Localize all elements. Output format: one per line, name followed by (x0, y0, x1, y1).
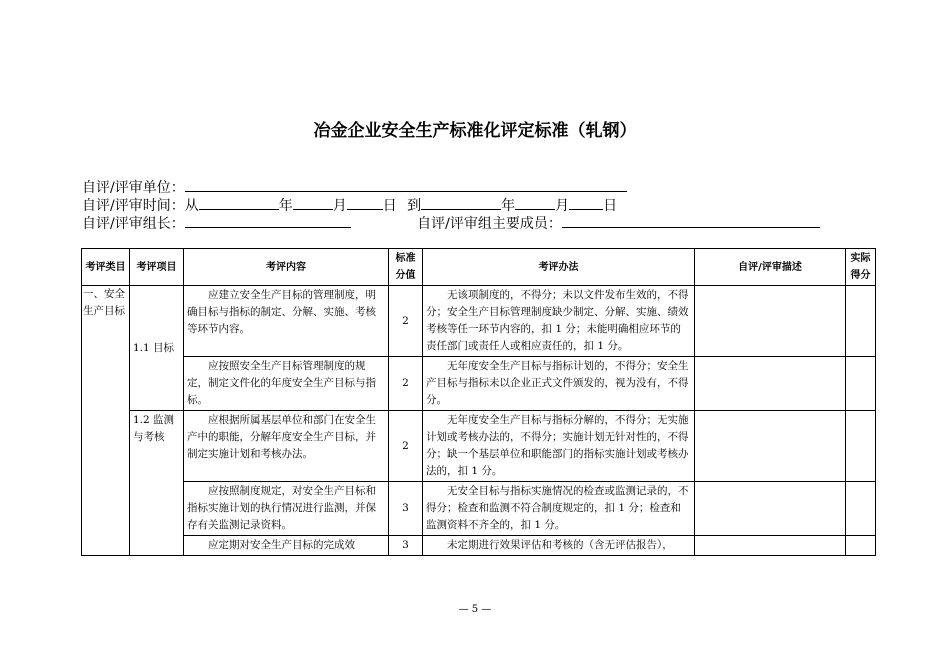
actual-score-cell[interactable] (846, 286, 876, 357)
method-cell: 无年度安全生产目标与指标计划的，不得分；安全生产目标与指标未以企业正式文件颁发的，视为没有，不得分。 (423, 357, 695, 411)
members-label: 自评/评审组主要成员： (417, 216, 562, 232)
table-row (82, 536, 876, 556)
description-cell[interactable] (695, 411, 846, 482)
description-cell[interactable] (695, 286, 846, 357)
info-leader-line (82, 214, 820, 233)
page-number: — 5 — (458, 604, 492, 615)
header-method: 考评办法 (423, 249, 695, 286)
content-cell: 应建立安全生产目标的管理制度，明确目标与指标的制定、分解、实施、考核等环节内容。 (184, 286, 389, 357)
description-cell[interactable] (695, 482, 846, 536)
header-content: 考评内容 (184, 249, 389, 286)
leader-blank[interactable] (185, 214, 351, 228)
unit-blank[interactable] (185, 178, 627, 192)
actual-score-cell[interactable] (846, 482, 876, 536)
document-title: 冶金企业安全生产标准化评定标准（轧钢） (313, 121, 637, 141)
content-cell: 应按照制度规定，对安全生产目标和指标实施计划的执行情况进行监测，并保存有关监测记录资料。 (184, 482, 389, 536)
info-time-line (82, 196, 617, 215)
header-description: 自评/评审描述 (695, 249, 846, 286)
header-score: 标准分值 (389, 249, 423, 286)
to-day-blank[interactable] (569, 196, 603, 210)
unit-label: 自评/评审单位： (82, 180, 185, 196)
table-row (82, 357, 876, 411)
table-row (82, 286, 876, 357)
category-cell: 一、安全生产目标 (82, 286, 130, 556)
to-month-blank[interactable] (515, 196, 555, 210)
header-item: 考评项目 (130, 249, 184, 286)
day-label: 日 (382, 198, 397, 214)
from-month-blank[interactable] (293, 196, 333, 210)
score-cell: 3 (389, 482, 423, 536)
actual-score-cell[interactable] (846, 536, 876, 556)
table-header-row (82, 249, 876, 286)
month-label: 月 (332, 198, 347, 214)
description-cell[interactable] (695, 357, 846, 411)
day-label-2: 日 (603, 198, 618, 214)
score-cell: 3 (389, 536, 423, 556)
method-cell: 无年度安全生产目标与指标分解的，不得分；无实施计划或考核办法的，不得分；实施计划无针对性的，不得分；缺一个基层单位和职能部门的指标实施计划或考核办法的，扣 1 分。 (423, 411, 695, 482)
year-label: 年 (278, 198, 293, 214)
header-category: 考评类目 (82, 249, 130, 286)
item-cell: 1.1 目标 (130, 286, 184, 411)
evaluation-table (81, 248, 876, 556)
leader-label: 自评/评审组长： (82, 216, 185, 232)
to-year-blank[interactable] (421, 196, 501, 210)
actual-score-cell[interactable] (846, 411, 876, 482)
method-cell: 无该项制度的，不得分；未以文件发布生效的，不得分；安全生产目标管理制度缺少制定、分解、实施、绩效考核等任一环节内容的，扣 1 分；未能明确相应环节的责任部门或责任人或相应责任的，扣 1 分。 (423, 286, 695, 357)
table-row (82, 482, 876, 536)
to-label: 到 (407, 198, 422, 214)
score-cell: 2 (389, 286, 423, 357)
item-cell: 1.2 监测与考核 (130, 411, 184, 556)
method-cell: 无安全目标与指标实施情况的检查或监测记录的，不得分；检查和监测不符合制度规定的，扣 1 分；检查和监测资料不齐全的，扣 1 分。 (423, 482, 695, 536)
content-cell: 应定期对安全生产目标的完成效 (184, 536, 389, 556)
header-actual-score: 实际得分 (846, 249, 876, 286)
members-blank[interactable] (562, 214, 820, 228)
content-cell: 应按照安全生产目标管理制度的规定，制定文件化的年度安全生产目标与指标。 (184, 357, 389, 411)
actual-score-cell[interactable] (846, 357, 876, 411)
from-year-blank[interactable] (199, 196, 279, 210)
from-day-blank[interactable] (347, 196, 383, 210)
description-cell[interactable] (695, 536, 846, 556)
content-cell: 应根据所属基层单位和部门在安全生产中的职能，分解年度安全生产目标，并制定实施计划和考核办法。 (184, 411, 389, 482)
score-cell: 2 (389, 411, 423, 482)
year-label-2: 年 (501, 198, 516, 214)
table-row (82, 411, 876, 482)
score-cell: 2 (389, 357, 423, 411)
time-label: 自评/评审时间：从 (82, 198, 199, 214)
month-label-2: 月 (555, 198, 570, 214)
info-unit-line (82, 178, 627, 197)
method-cell: 未定期进行效果评估和考核的（含无评估报告）， (423, 536, 695, 556)
